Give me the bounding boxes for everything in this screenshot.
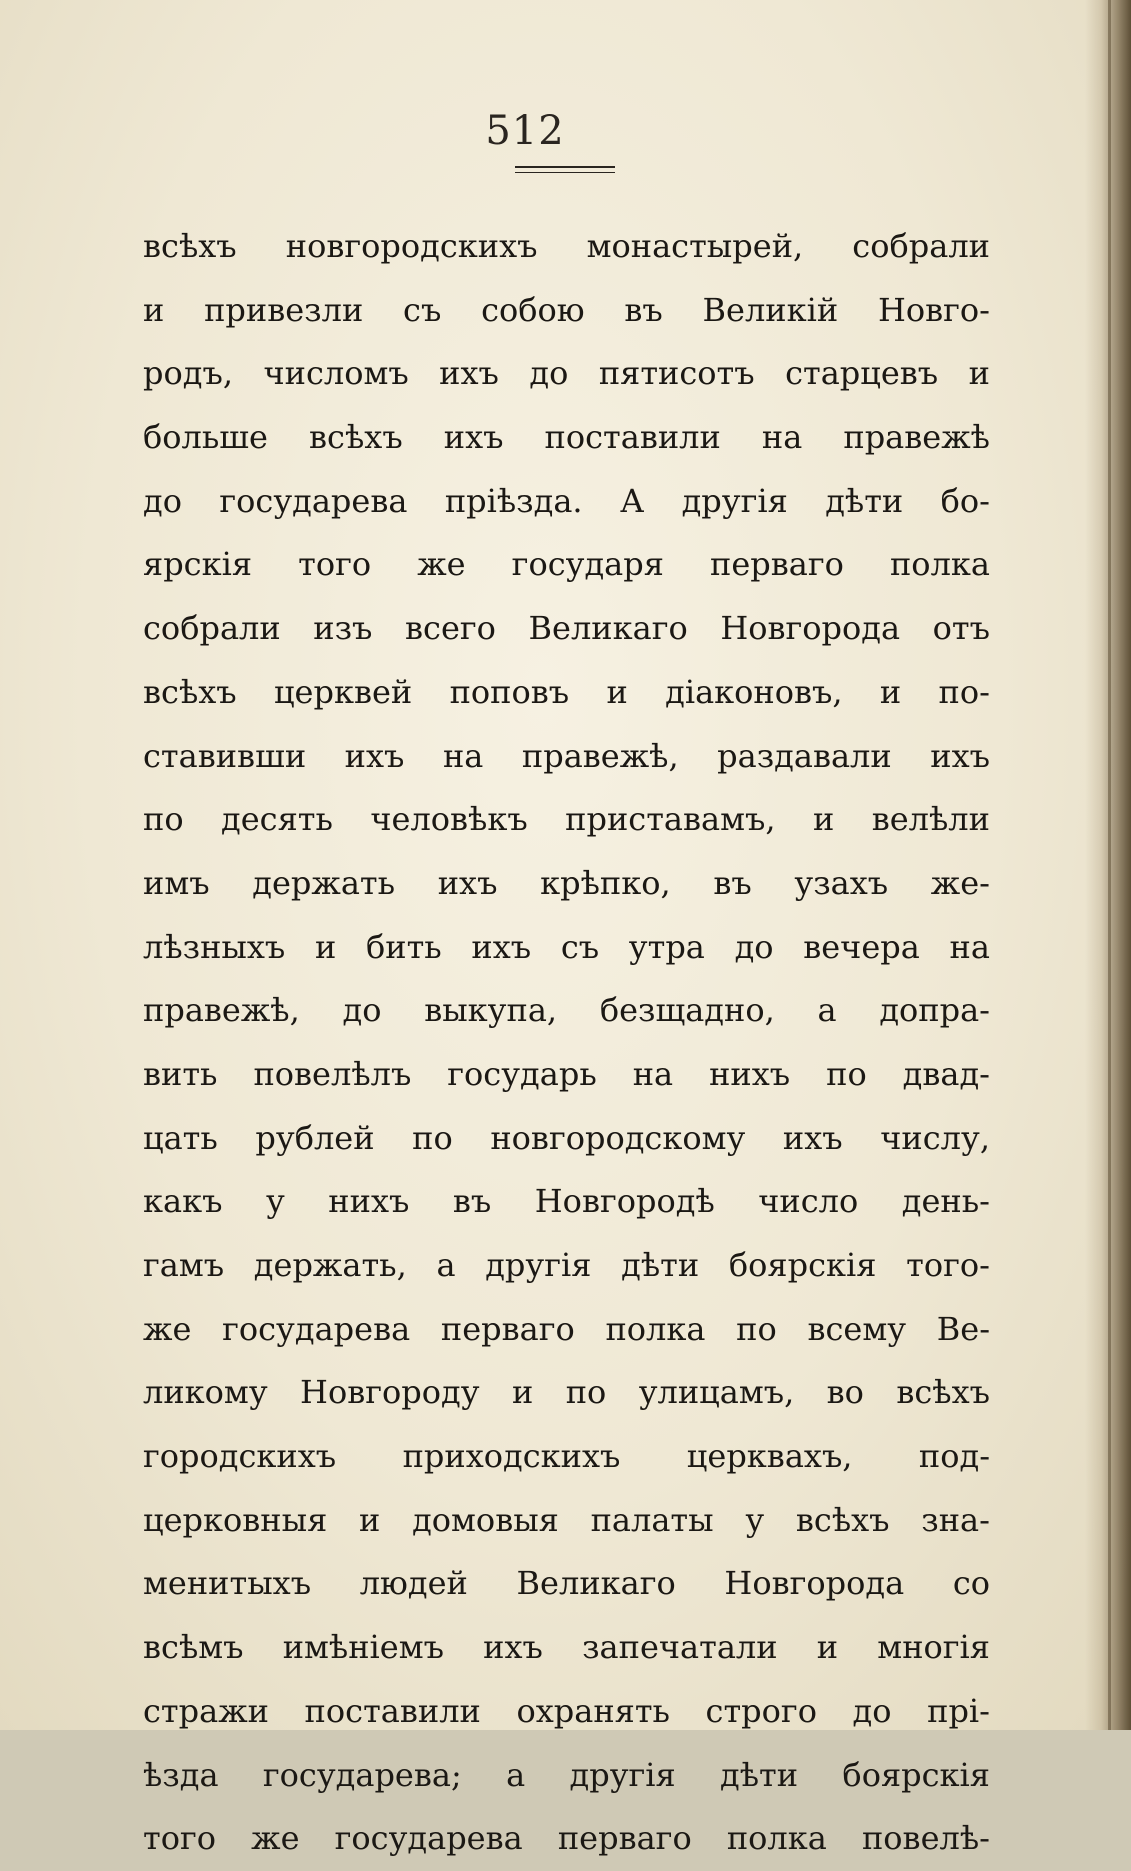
word: приставамъ, (565, 800, 776, 839)
word: Новгородѣ (534, 1182, 715, 1221)
word: по (826, 1054, 867, 1093)
word: ихъ (344, 736, 405, 775)
word: церквей (273, 672, 413, 711)
word: полка (726, 1819, 827, 1858)
word: ярскія (143, 545, 253, 584)
word: всѣхъ (795, 1500, 890, 1539)
word: и (511, 1373, 534, 1412)
word: ихъ (471, 927, 532, 966)
word: ставивши (143, 736, 307, 775)
word: перваго (557, 1819, 692, 1858)
word: раздавали (717, 736, 892, 775)
word: полка (889, 545, 990, 584)
word: правежѣ, (521, 736, 679, 775)
word: боярскія (842, 1755, 990, 1794)
word: же- (930, 863, 990, 902)
text-line (143, 533, 990, 597)
word: Новгорода (724, 1564, 905, 1603)
word: церквахъ, (686, 1437, 853, 1476)
word: съ (403, 290, 442, 329)
word: ихъ (483, 1628, 543, 1667)
word: того (143, 1819, 216, 1858)
word: вечера (803, 927, 920, 966)
word: безщадно, (599, 991, 775, 1030)
word: дѣти (720, 1755, 799, 1794)
word: пятисотъ (598, 354, 755, 393)
word: числу, (880, 1118, 990, 1157)
text-line (143, 1552, 990, 1616)
word: палаты (590, 1500, 714, 1539)
word: до (143, 481, 182, 520)
text-line (143, 1043, 990, 1107)
word: гамъ (143, 1246, 225, 1284)
word: боярскія (728, 1246, 877, 1284)
word: охранять (516, 1691, 670, 1730)
word: по (565, 1373, 607, 1412)
word: церковныя (143, 1500, 328, 1539)
word: под- (918, 1437, 990, 1476)
word: дѣти (825, 481, 904, 520)
word: стражи (143, 1691, 269, 1730)
word: многія (877, 1628, 990, 1667)
word: во (826, 1373, 864, 1412)
word: правежѣ (843, 418, 990, 457)
text-line (143, 470, 990, 534)
word: перваго (440, 1309, 575, 1348)
word: строго (705, 1691, 817, 1730)
word: ихъ (930, 736, 990, 775)
word: до (852, 1691, 892, 1730)
word: А (619, 481, 645, 520)
word: вить (143, 1054, 218, 1093)
word: монастырей, (586, 227, 804, 265)
word: всѣхъ (309, 418, 403, 457)
word: въ (624, 290, 663, 329)
word: государь (447, 1054, 597, 1093)
word: рублей (255, 1118, 375, 1157)
word: государева (334, 1819, 523, 1858)
word: всего (405, 609, 496, 648)
text-line (143, 1744, 990, 1808)
word: крѣпко, (540, 863, 671, 902)
text-line (143, 1170, 990, 1234)
text-line (143, 279, 990, 343)
word: ихъ (443, 418, 504, 457)
word: ихъ (437, 863, 498, 902)
word: а (506, 1755, 526, 1794)
word: число (758, 1182, 859, 1221)
word: государя (511, 545, 664, 584)
word: Новгороду (300, 1373, 480, 1412)
word: у (265, 1182, 285, 1221)
word: ѣзда (143, 1755, 219, 1794)
word: бо- (940, 481, 990, 520)
word: бить (365, 927, 442, 966)
text-line (143, 1489, 990, 1553)
word: ликому (143, 1373, 268, 1412)
word: цать (143, 1118, 218, 1157)
word: по (412, 1118, 453, 1157)
text-line (143, 979, 990, 1043)
word: другія (485, 1246, 592, 1284)
word: ихъ (782, 1118, 843, 1157)
word: по- (938, 672, 990, 711)
word: полка (605, 1309, 706, 1348)
word: Ве- (936, 1309, 990, 1348)
word: всѣхъ (143, 227, 237, 265)
word: лѣзныхъ (143, 927, 286, 966)
word: нихъ (709, 1054, 791, 1093)
text-line (143, 406, 990, 470)
word: по (736, 1309, 777, 1348)
word: числомъ (263, 354, 409, 393)
word: дѣти (621, 1246, 700, 1284)
word: же (417, 545, 466, 584)
word: поставили (304, 1691, 481, 1730)
word: зна- (921, 1500, 990, 1539)
text-line (143, 342, 990, 406)
word: другія (681, 481, 788, 520)
word: всѣхъ (896, 1373, 990, 1412)
text-line (143, 1361, 990, 1425)
word: того (298, 545, 372, 584)
text-line (143, 1680, 990, 1744)
word: привезли (204, 290, 364, 329)
word: родъ, (143, 354, 233, 393)
word: же (143, 1309, 192, 1348)
page-number-rule (515, 166, 615, 173)
word: десять (221, 800, 333, 839)
word: до (342, 991, 382, 1030)
word: съ (560, 927, 600, 966)
word: Великаго (528, 609, 688, 648)
word: держать (252, 863, 396, 902)
word: собою (481, 290, 585, 329)
word: собрали (852, 227, 990, 265)
text-line (143, 1107, 990, 1171)
binding-edge-line (1108, 0, 1111, 1730)
word: допра- (879, 991, 990, 1030)
word: въ (452, 1182, 492, 1221)
text-line (143, 788, 990, 852)
word: по (143, 800, 184, 839)
word: пріѣзда. (444, 481, 583, 520)
word: день- (901, 1182, 990, 1221)
word: и (143, 290, 165, 329)
word: домовыя (412, 1500, 559, 1539)
word: двад- (902, 1054, 990, 1093)
word: въ (713, 863, 752, 902)
word: велѣли (871, 800, 990, 839)
word: держать, (253, 1246, 407, 1284)
word: узахъ (794, 863, 889, 902)
text-line (143, 1616, 990, 1680)
word: государева (219, 481, 408, 520)
text-line (143, 215, 990, 279)
word: всѣхъ (143, 672, 237, 711)
word: того- (906, 1246, 990, 1284)
word: до (529, 354, 569, 393)
word: собрали (143, 609, 281, 648)
word: имъ (143, 863, 210, 902)
word: перваго (710, 545, 844, 584)
word: запечатали (582, 1628, 778, 1667)
word: старцевъ (785, 354, 939, 393)
word: государева (222, 1309, 411, 1348)
text-line (143, 1234, 990, 1298)
word: приходскихъ (402, 1437, 621, 1476)
word: поставили (544, 418, 721, 457)
text-line (143, 852, 990, 916)
word: новгородскихъ (285, 227, 538, 265)
word: государева; (262, 1755, 462, 1794)
word: и (816, 1628, 839, 1667)
word: и (879, 672, 902, 711)
word: на (761, 418, 803, 457)
word: на (632, 1054, 674, 1093)
word: изъ (313, 609, 373, 648)
word: а (817, 991, 837, 1030)
word: ихъ (439, 354, 499, 393)
word: прі- (927, 1691, 990, 1730)
body-text (143, 215, 990, 1871)
word: менитыхъ (143, 1564, 312, 1603)
word: у (745, 1500, 765, 1539)
word: другія (569, 1755, 676, 1794)
text-line (143, 916, 990, 980)
word: всему (807, 1309, 907, 1348)
word: выкупа, (424, 991, 558, 1030)
word: утра (628, 927, 705, 966)
text-line (143, 725, 990, 789)
word: всѣмъ (143, 1628, 244, 1667)
word: на (949, 927, 990, 966)
word: Новго- (877, 290, 990, 329)
word: нихъ (328, 1182, 410, 1221)
word: поповъ (449, 672, 570, 711)
word: отъ (932, 609, 990, 648)
text-line (143, 1807, 990, 1871)
text-line (143, 661, 990, 725)
word: и (359, 1500, 381, 1539)
word: Великаго (516, 1564, 676, 1603)
word: имѣніемъ (282, 1628, 444, 1667)
word: и (606, 672, 628, 711)
word: повелѣлъ (253, 1054, 412, 1093)
word: людей (359, 1564, 468, 1603)
word: больше (143, 418, 268, 457)
text-line (143, 597, 990, 661)
word: на (442, 736, 484, 775)
word: а (436, 1246, 456, 1284)
word: же (251, 1819, 300, 1858)
word: со (952, 1564, 990, 1603)
word: до (734, 927, 774, 966)
text-line (143, 1425, 990, 1489)
word: Великій (702, 290, 839, 329)
word: діаконовъ, (665, 672, 843, 711)
word: и (812, 800, 835, 839)
word: человѣкъ (370, 800, 528, 839)
word: правежѣ, (143, 991, 300, 1030)
word: Новгорода (720, 609, 901, 648)
word: и (314, 927, 337, 966)
word: повелѣ- (861, 1819, 990, 1858)
word: какъ (143, 1182, 223, 1221)
page-number: 512 (485, 108, 565, 154)
word: новгородскому (490, 1118, 746, 1157)
word: городскихъ (143, 1437, 337, 1476)
word: и (968, 354, 990, 393)
text-line (143, 1298, 990, 1362)
word: улицамъ, (638, 1373, 795, 1412)
